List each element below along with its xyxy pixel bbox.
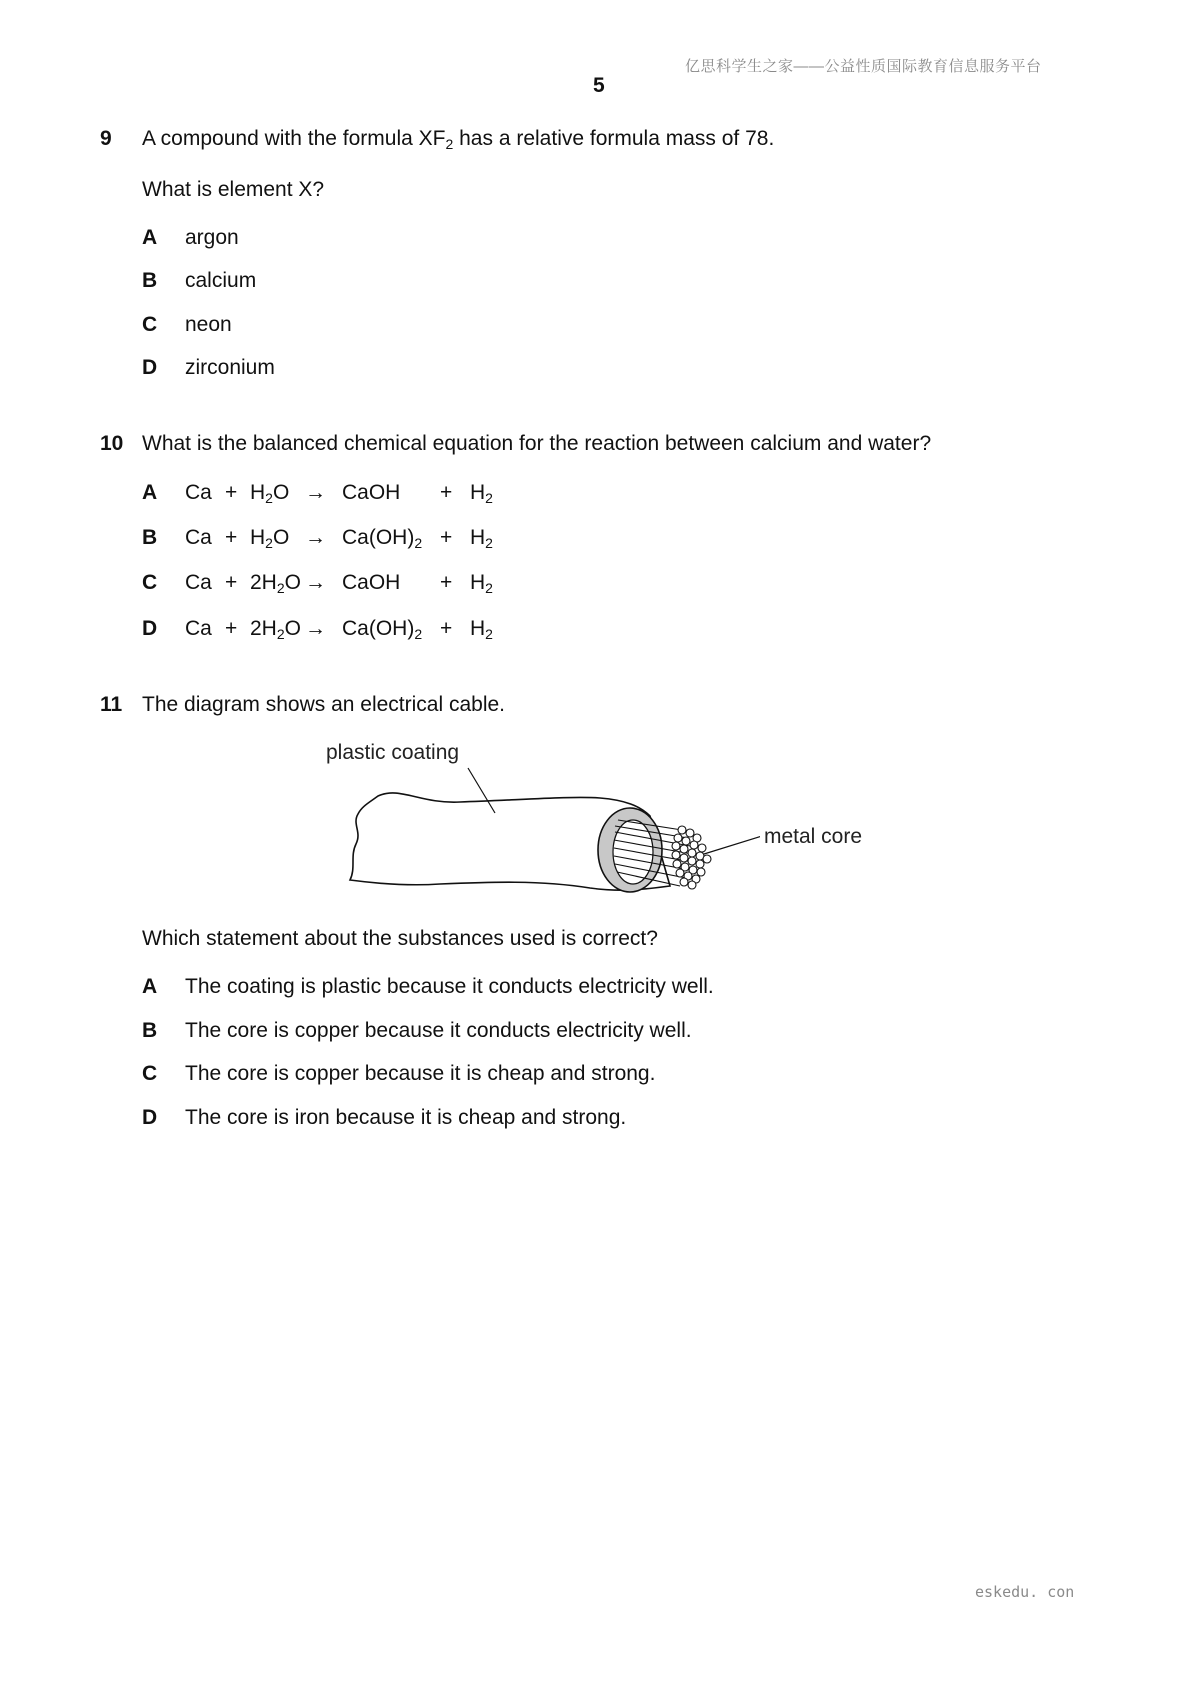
electrical-cable-diagram: [340, 760, 760, 910]
header-site-name: 亿思科学生之家——公益性质国际教育信息服务平台: [685, 58, 1042, 75]
q9-option-a-letter: A: [142, 226, 158, 249]
q10-stem: What is the balanced chemical equation for the reaction between calcium and water?: [142, 432, 932, 455]
footer-site-name: eskedu. con: [975, 1583, 1075, 1601]
q9-option-d-letter: D: [142, 356, 158, 379]
q11-stem: The diagram shows an electrical cable.: [142, 693, 506, 716]
page-number: 5: [593, 74, 605, 97]
q9-option-c-text: neon: [185, 313, 232, 336]
q10-number: 10: [100, 432, 124, 455]
q9-option-b-letter: B: [142, 269, 158, 292]
q11-option-b-text: The core is copper because it conducts electricity well.: [185, 1019, 692, 1042]
label-metal-core: metal core: [764, 825, 863, 848]
q9-option-d-text: zirconium: [185, 356, 275, 379]
q9-option-c-letter: C: [142, 313, 158, 336]
q11-number: 11: [100, 693, 123, 716]
q11-option-c-letter: C: [142, 1062, 158, 1085]
q11-option-d-letter: D: [142, 1106, 158, 1129]
q9-question: What is element X?: [142, 178, 325, 201]
q11-question: Which statement about the substances used is correct?: [142, 927, 658, 950]
q9-number: 9: [100, 127, 112, 150]
q9-stem: A compound with the formula $XF_2$ has a relative formula mass of 78.: [142, 127, 775, 152]
q11-option-d-text: The core is iron because it is cheap and strong.: [185, 1106, 627, 1129]
leader-line-core: [704, 836, 760, 854]
q9-option-a-text: argon: [185, 226, 239, 249]
label-plastic-coating: plastic coating: [326, 741, 460, 764]
q11-option-a-text: The coating is plastic because it conducts electricity well.: [185, 975, 714, 998]
q11-option-c-text: The core is copper because it is cheap and strong.: [185, 1062, 656, 1085]
q11-option-a-letter: A: [142, 975, 158, 998]
q9-option-b-text: calcium: [185, 269, 257, 292]
q11-option-b-letter: B: [142, 1019, 158, 1042]
